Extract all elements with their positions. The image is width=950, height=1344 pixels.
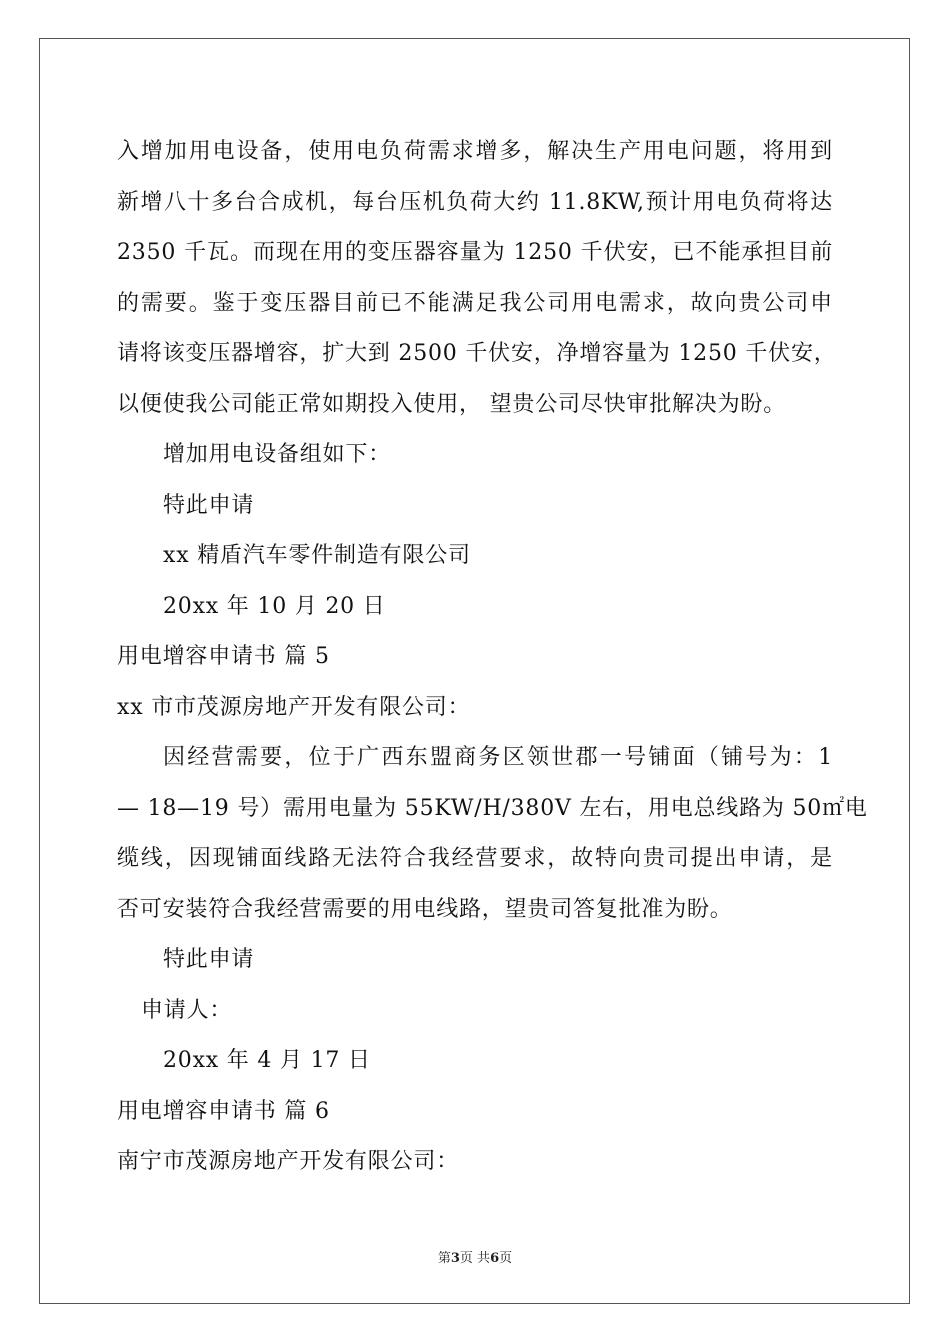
footer-page-number: 3 — [450, 1251, 460, 1266]
section-5-title: 用电增容申请书 篇 5 — [117, 644, 330, 669]
special-request-2: 特此申请 — [163, 947, 255, 972]
special-request-1: 特此申请 — [163, 492, 255, 518]
footer-prefix: 第 — [437, 1251, 451, 1266]
body-5-line-1: 因经营需要，位于广西东盟商务区领世郡一号铺面（铺号为：1 — [163, 745, 833, 770]
equipment-line: 增加用电设备组如下： — [163, 442, 392, 467]
applicant: 申请人： — [141, 997, 233, 1023]
footer-total-pages: 6 — [490, 1251, 500, 1266]
body-5-line-3: 缆线，因现铺面线路无法符合我经营要求，故特向贵司提出申请，是 — [117, 846, 833, 871]
footer-suffix: 页 — [499, 1251, 513, 1266]
body-5-line-4: 否可安装符合我经营需要的用电线路，望贵司答复批准为盼。 — [117, 896, 733, 922]
document-body — [117, 127, 868, 1188]
paragraph-line-4: 的需要。鉴于变压器目前已不能满足我公司用电需求，故向贵公司申 — [117, 290, 833, 316]
recipient-6: 南宁市茂源房地产开发有限公司： — [117, 1149, 460, 1174]
body-5-line-2: — 18—19 号）需用电量为 55KW/H/380V 左右，用电总线路为 50㎡电 — [117, 795, 868, 821]
date-2: 20xx 年 4 月 17 日 — [163, 1048, 371, 1073]
page-footer — [0, 1247, 950, 1266]
paragraph-line-1: 入增加用电设备，使用电负荷需求增多，解决生产用电问题，将用到 — [117, 139, 833, 164]
section-6-title: 用电增容申请书 篇 6 — [117, 1098, 330, 1124]
footer-middle: 页 共 — [459, 1251, 491, 1266]
paragraph-line-2: 新增八十多台合成机，每台压机负荷大约 11.8KW,预计用电负荷将达 — [117, 189, 833, 215]
paragraph-line-6: 以便使我公司能正常如期投入使用， 望贵公司尽快审批解决为盼。 — [117, 391, 786, 417]
recipient-5: xx 市市茂源房地产开发有限公司： — [117, 694, 471, 720]
paragraph-line-3: 2350 千瓦。而现在用的变压器容量为 1250 千伏安，已不能承担目前 — [117, 240, 833, 265]
company-signature-1: xx 精盾汽车零件制造有限公司 — [163, 543, 471, 568]
paragraph-line-5: 请将该变压器增容，扩大到 2500 千伏安，净增容量为 1250 千伏安， — [117, 341, 837, 366]
date-1: 20xx 年 10 月 20 日 — [163, 593, 386, 619]
